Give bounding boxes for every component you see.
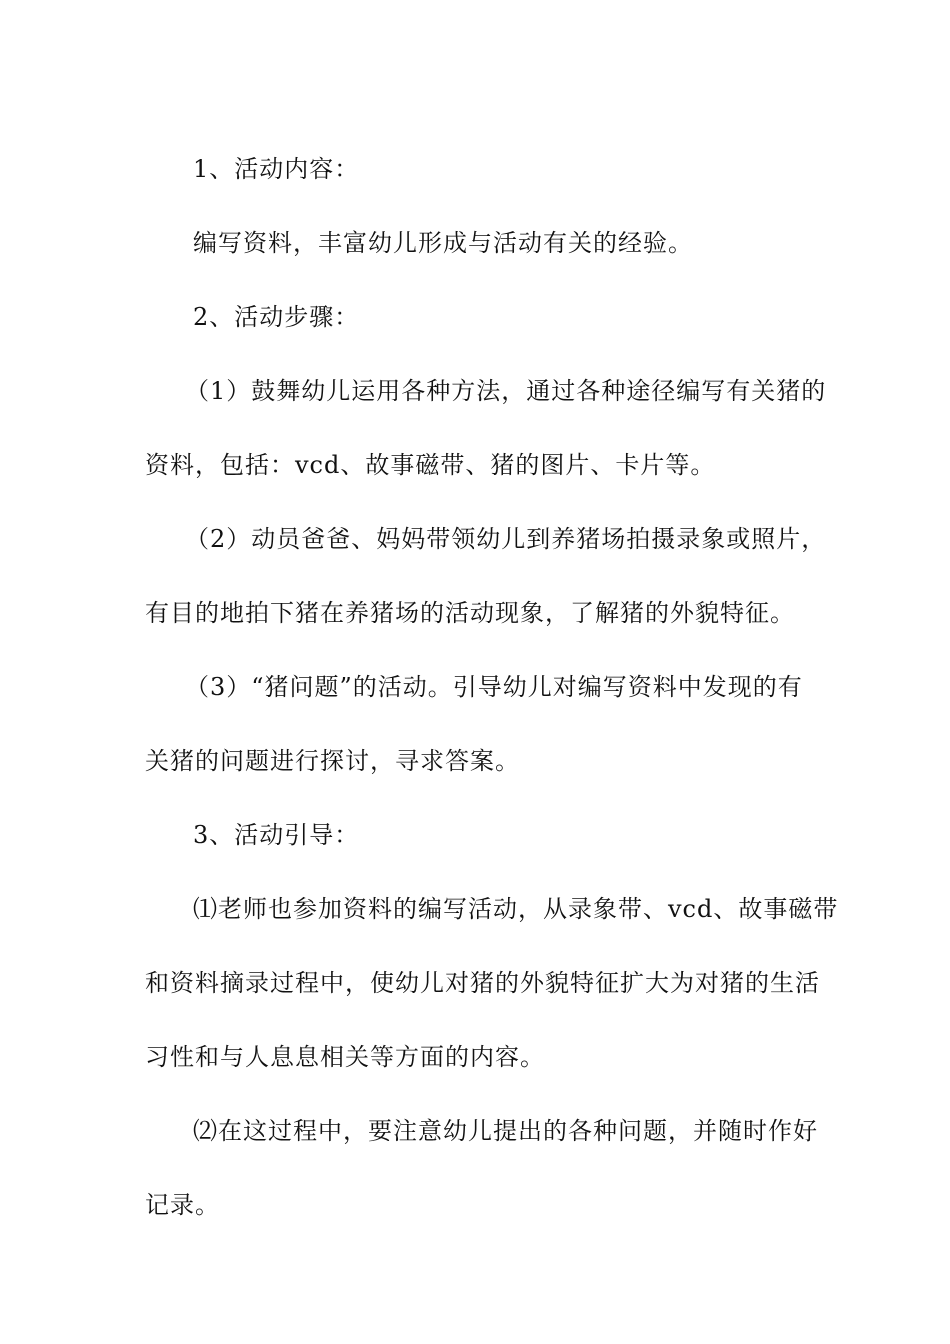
paragraph-line: 资料，包括：vcd、故事磁带、猪的图片、卡片等。 bbox=[145, 451, 716, 479]
paragraph-line: （2）动员爸爸、妈妈带领幼儿到养猪场拍摄录象或照片， bbox=[185, 525, 827, 553]
paragraph-line: ⑴老师也参加资料的编写活动，从录象带、vcd、故事磁带 bbox=[193, 895, 839, 923]
document-body bbox=[145, 132, 839, 1242]
paragraph-line: （1）鼓舞幼儿运用各种方法，通过各种途径编写有关猪的 bbox=[185, 377, 827, 405]
paragraph-line: ⑵在这过程中，要注意幼儿提出的各种问题，并随时作好 bbox=[193, 1117, 818, 1145]
paragraph-line: 习性和与人息息相关等方面的内容。 bbox=[145, 1043, 545, 1071]
section-heading-activity-steps: 2、活动步骤： bbox=[193, 303, 360, 331]
paragraph-line: 记录。 bbox=[145, 1191, 220, 1219]
paragraph-line: 关猪的问题进行探讨，寻求答案。 bbox=[145, 747, 520, 775]
section-heading-activity-guidance: 3、活动引导： bbox=[193, 821, 360, 849]
paragraph-line: 有目的地拍下猪在养猪场的活动现象，了解猪的外貌特征。 bbox=[145, 599, 795, 627]
paragraph-line: （3）“猪问题”的活动。引导幼儿对编写资料中发现的有 bbox=[185, 673, 803, 701]
paragraph-line: 和资料摘录过程中，使幼儿对猪的外貌特征扩大为对猪的生活 bbox=[145, 969, 820, 997]
paragraph-line: 编写资料，丰富幼儿形成与活动有关的经验。 bbox=[193, 229, 693, 257]
section-heading-activity-content: 1、活动内容： bbox=[193, 155, 360, 183]
